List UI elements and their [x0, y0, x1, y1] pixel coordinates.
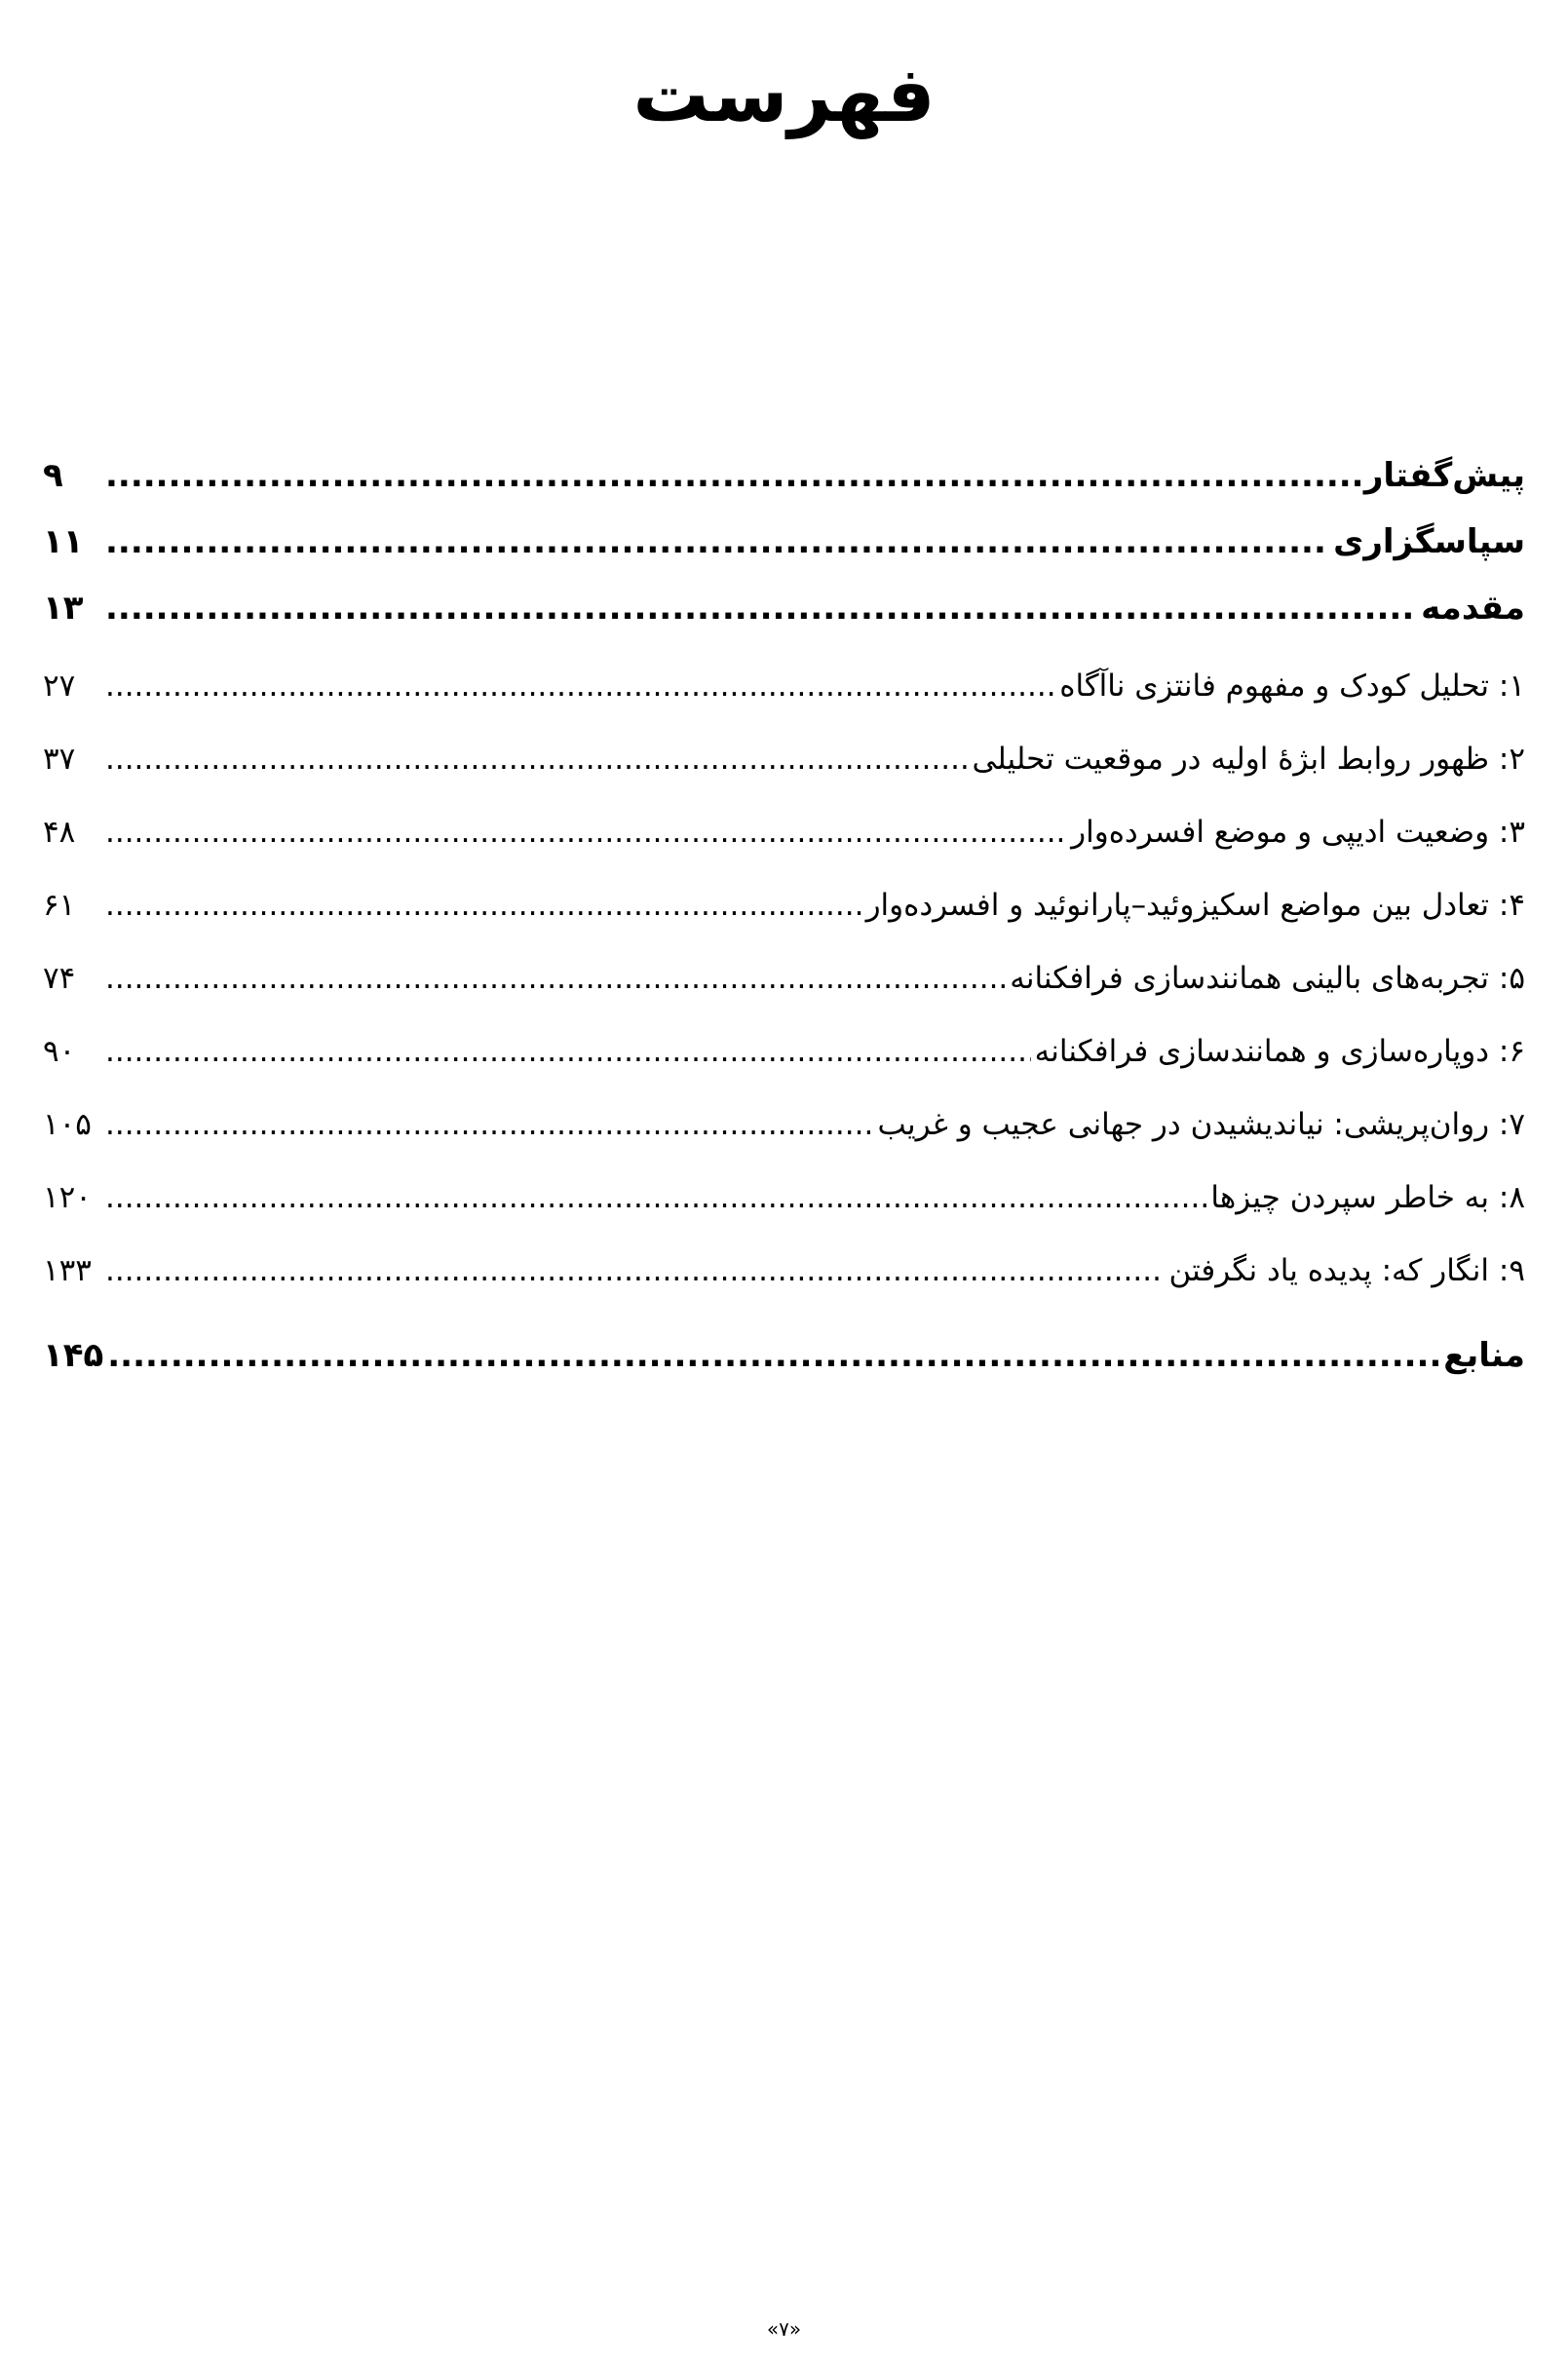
dot-leader — [105, 1180, 1206, 1215]
toc-entry-label: ۶: دوپاره‌سازی و همانندسازی فرافکنانه — [1034, 1034, 1525, 1069]
dot-leader — [107, 1336, 1439, 1375]
toc-entry-page: ۱۱ — [43, 522, 84, 561]
toc-entry-label: ۷: روان‌پریشی: نیاندیشیدن در جهانی عجیب و غریب — [877, 1107, 1525, 1142]
toc-entry-page: ۱۴۵ — [43, 1336, 104, 1375]
toc-entry-page: ۱۳۳ — [43, 1253, 92, 1288]
dot-leader — [105, 522, 1329, 561]
toc-entry-chapter-7 — [43, 1107, 1525, 1180]
dot-leader — [105, 961, 1006, 996]
toc-entry-page: ۷۴ — [43, 961, 76, 996]
toc-entry-page: ۱۲۰ — [43, 1180, 92, 1215]
toc-entry-label: ۸: به خاطر سپردن چیزها — [1210, 1180, 1525, 1215]
dot-leader — [105, 456, 1360, 495]
dot-leader — [105, 1034, 1031, 1069]
toc-entry-chapter-6 — [43, 1034, 1525, 1107]
dot-leader — [105, 815, 1067, 850]
toc-entry-label: منابع — [1443, 1336, 1525, 1375]
toc-entry-page: ۶۱ — [43, 888, 76, 923]
dot-leader — [105, 1253, 1165, 1288]
toc-entry-page: ۳۷ — [43, 742, 76, 777]
toc-entry-label: ۴: تعادل بین مواضع اسکیزوئید–پارانوئید و افسرده‌وار — [865, 888, 1525, 923]
toc-entry-chapter-1 — [43, 668, 1525, 742]
toc-entry-chapter-8 — [43, 1180, 1525, 1253]
dot-leader — [105, 668, 1055, 704]
page-title: فهرست — [632, 52, 936, 139]
dot-leader — [105, 742, 968, 777]
toc-entry-preface — [43, 456, 1525, 522]
toc-entry-label: پیش‌گفتار — [1363, 456, 1525, 495]
toc-entry-label: مقدمه — [1421, 589, 1525, 628]
table-of-contents — [43, 456, 1525, 1402]
dot-leader — [105, 589, 1417, 628]
toc-entry-chapter-4 — [43, 888, 1525, 961]
toc-entry-chapter-5 — [43, 961, 1525, 1034]
dot-leader — [105, 888, 862, 923]
toc-entry-references — [43, 1336, 1525, 1402]
toc-entry-label: ۹: انگار که: پدیده یاد نگرفتن — [1168, 1253, 1525, 1288]
toc-entry-chapter-9 — [43, 1253, 1525, 1326]
toc-entry-acknowledgements — [43, 522, 1525, 589]
toc-entry-page: ۹ — [43, 456, 63, 495]
toc-entry-chapter-2 — [43, 742, 1525, 815]
page-number: «۷» — [766, 2317, 802, 2341]
toc-entry-label: ۳: وضعیت ادیپی و موضع افسرده‌وار — [1071, 815, 1525, 850]
toc-entry-page: ۹۰ — [43, 1034, 76, 1069]
toc-entry-label: سپاسگزاری — [1333, 522, 1525, 561]
toc-entry-chapter-3 — [43, 815, 1525, 888]
toc-entry-page: ۱۳ — [43, 589, 84, 628]
toc-entry-label: ۱: تحلیل کودک و مفهوم فانتزی ناآگاه — [1059, 668, 1525, 704]
toc-entry-page: ۴۸ — [43, 815, 76, 850]
toc-entry-page: ۱۰۵ — [43, 1107, 92, 1142]
toc-entry-page: ۲۷ — [43, 668, 76, 704]
toc-entry-introduction — [43, 589, 1525, 655]
dot-leader — [105, 1107, 874, 1142]
toc-entry-label: ۲: ظهور روابط ابژۀ اولیه در موقعیت تحلیلی — [972, 742, 1525, 777]
toc-entry-label: ۵: تجربه‌های بالینی همانندسازی فرافکنانه — [1010, 961, 1525, 996]
